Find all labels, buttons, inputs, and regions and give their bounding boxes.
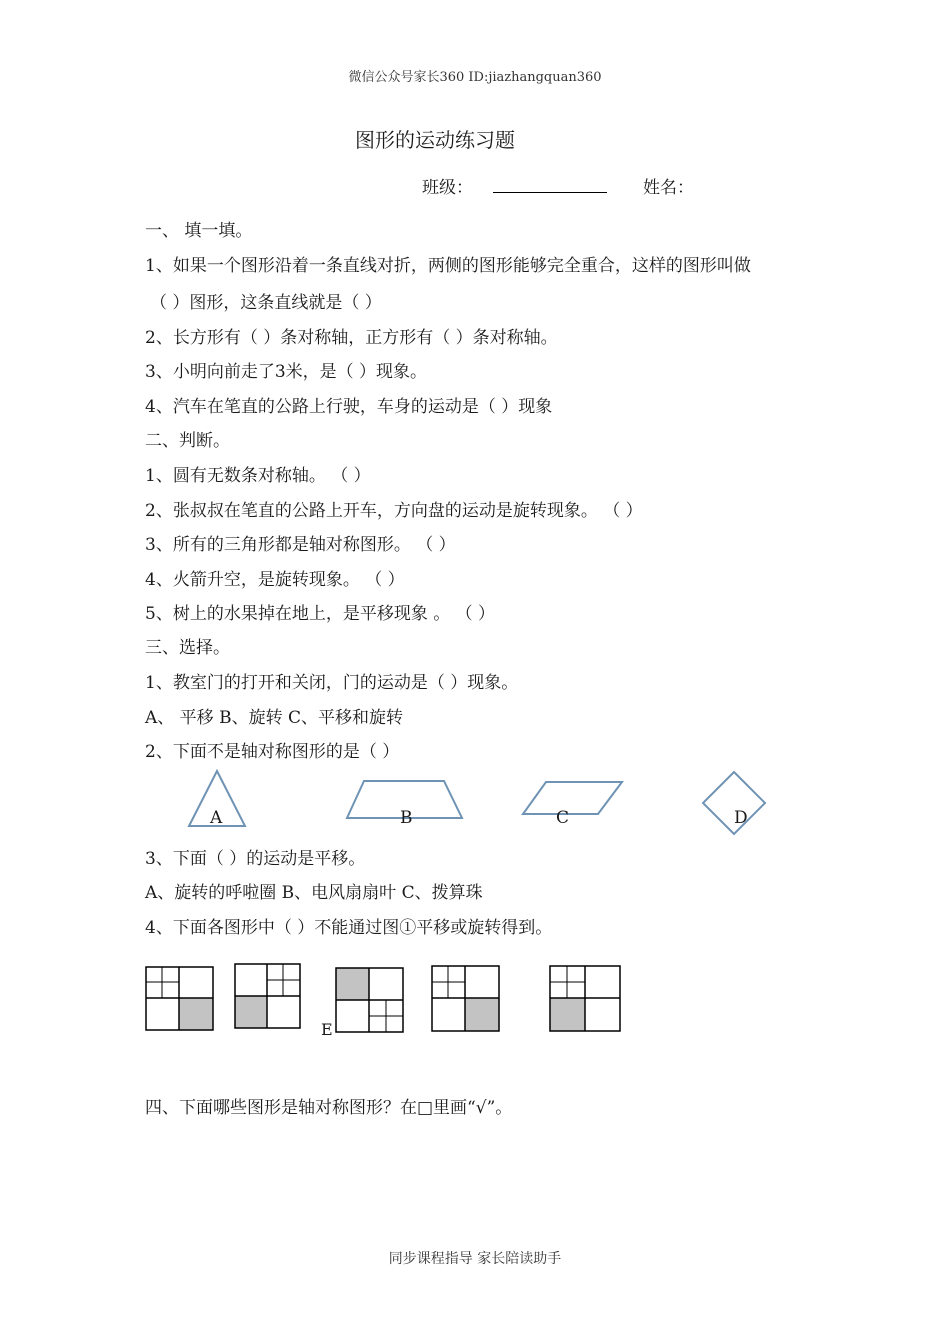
- section-1-heading: 一、 填一填。: [145, 221, 253, 241]
- page-header: 微信公众号家长360 ID:jiazhangquan360: [348, 70, 602, 85]
- student-info: [422, 173, 694, 198]
- class-blank: [493, 176, 607, 193]
- question-2-4: 4、火箭升空，是旋转现象。 （ ）: [145, 570, 405, 590]
- section-2-heading: 二、判断。: [145, 431, 230, 451]
- section-3-heading: 三、选择。: [145, 638, 230, 658]
- question-3-3: 3、下面（ ）的运动是平移。: [145, 849, 366, 869]
- name-label: 姓名：: [643, 178, 694, 198]
- question-1-2: 2、长方形有（ ）条对称轴，正方形有（ ）条对称轴。: [145, 328, 558, 348]
- question-1-3: 3、小明向前走了3米，是（ ）现象。: [145, 362, 428, 382]
- question-3-1: 1、教室门的打开和关闭，门的运动是（ ）现象。: [145, 673, 519, 693]
- shape-label-a: A: [210, 808, 223, 828]
- shape-label-d: D: [734, 808, 748, 828]
- grid-figure-3: [335, 967, 405, 1033]
- grid-figure-2: [234, 963, 302, 1031]
- shape-label-c: C: [556, 808, 570, 828]
- question-3-1-options: A、 平移 B、旋转 C、平移和旋转: [145, 708, 403, 728]
- shape-parallelogram: [522, 781, 624, 817]
- question-1-1-cont: （ ）图形，这条直线就是（ ）: [150, 293, 382, 313]
- question-3-3-options: A、旋转的呼啦圈 B、电风扇扇叶 C、拨算珠: [145, 883, 483, 903]
- question-1-4: 4、汽车在笔直的公路上行驶，车身的运动是（ ）现象: [145, 397, 553, 417]
- shape-label-b: B: [400, 808, 413, 828]
- grid-label-e: E: [321, 1020, 333, 1039]
- question-2-3: 3、所有的三角形都是轴对称图形。 （ ）: [145, 535, 456, 555]
- grid-figure-1: [145, 966, 215, 1032]
- question-2-2: 2、张叔叔在笔直的公路上开车，方向盘的运动是旋转现象。 （ ）: [145, 501, 643, 521]
- question-1-1: 1、如果一个图形沿着一条直线对折，两侧的图形能够完全重合，这样的图形叫做: [145, 256, 751, 276]
- grid-figure-5: [549, 965, 621, 1033]
- class-label: 班级：: [422, 178, 473, 198]
- question-3-2: 2、下面不是轴对称图形的是（ ）: [145, 742, 400, 762]
- grid-figure-4: [431, 965, 501, 1033]
- question-2-5: 5、树上的水果掉在地上，是平移现象 。 （ ）: [145, 604, 496, 624]
- question-2-1: 1、圆有无数条对称轴。 （ ）: [145, 466, 371, 486]
- question-3-4: 4、下面各图形中（ ）不能通过图①平移或旋转得到。: [145, 918, 553, 938]
- section-4-heading: 四、下面哪些图形是轴对称图形？在□里画“√”。: [145, 1098, 513, 1118]
- page-footer: 同步课程指导 家长陪读助手: [388, 1251, 562, 1267]
- page-title: 图形的运动练习题: [355, 128, 515, 152]
